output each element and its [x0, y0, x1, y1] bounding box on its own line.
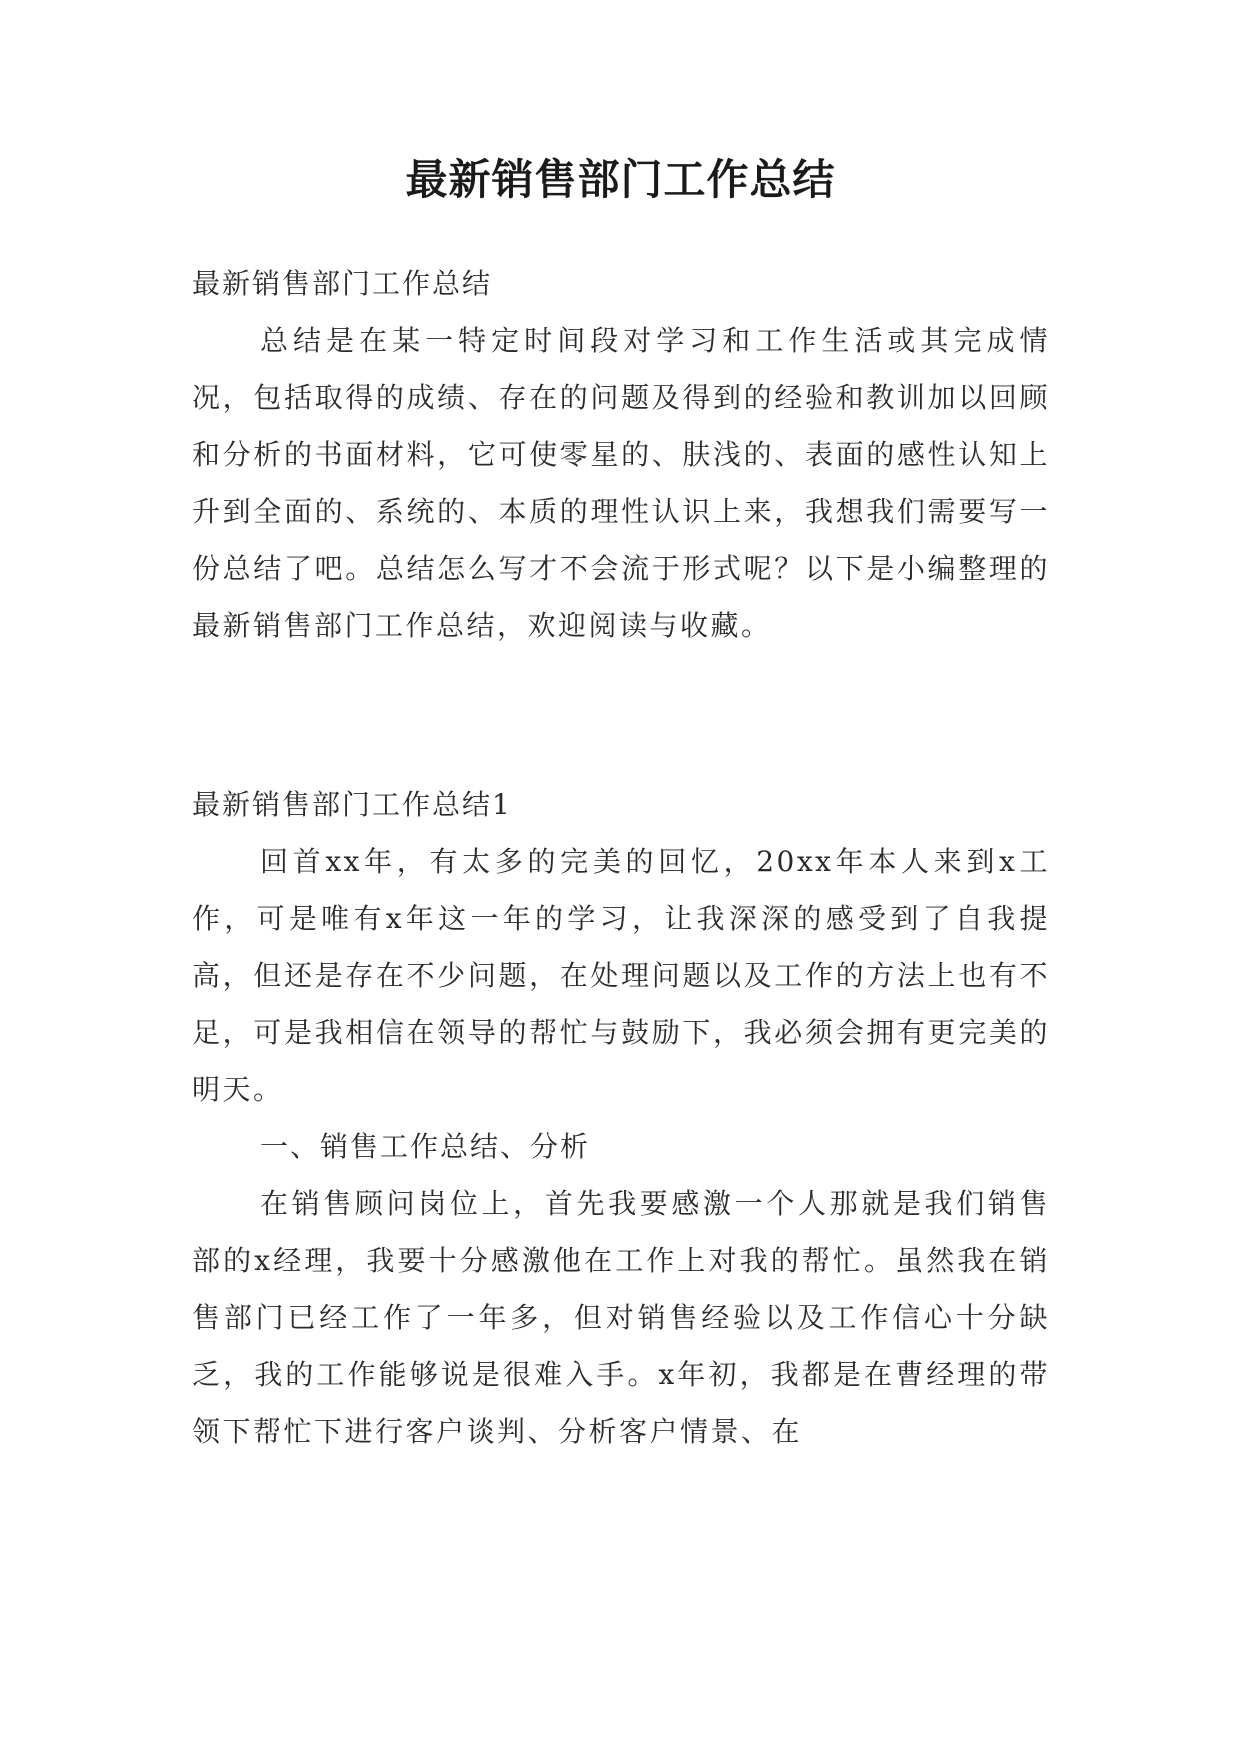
section-one-subheading: 一、销售工作总结、分析 [260, 1130, 591, 1163]
document-title: 最新销售部门工作总结 [405, 155, 836, 204]
section-one-paragraph-2: 在销售顾问岗位上，首先我要感激一个人那就是我们销售部的x经理，我要十分感激他在工作上对我的帮忙。虽然我在销售部门已经工作了一年多，但对销售经验以及工作信心十分缺乏，我的工作能够说是很难入手。x年初，我都是在曹经理的带领下帮忙下进行客户谈判、分析客户情景、在 [192, 1187, 1050, 1448]
intro-paragraph: 总结是在某一特定时间段对学习和工作生活或其完成情况，包括取得的成绩、存在的问题及得到的经验和教训加以回顾和分析的书面材料，它可使零星的、肤浅的、表面的感性认知上升到全面的、系统的、本质的理性认识上来，我想我们需要写一份总结了吧。总结怎么写才不会流于形式呢？以下是小编整理的最新销售部门工作总结，欢迎阅读与收藏。 [192, 324, 1050, 642]
section-one-heading: 最新销售部门工作总结1 [192, 788, 512, 821]
intro-heading: 最新销售部门工作总结 [192, 267, 493, 300]
section-one-paragraph-1: 回首xx年，有太多的完美的回忆，20xx年本人来到x工作，可是唯有x年这一年的学习，让我深深的感受到了自我提高，但还是存在不少问题，在处理问题以及工作的方法上也有不足，可是我相信在领导的帮忙与鼓励下，我必须会拥有更完美的明天。 [192, 845, 1050, 1106]
